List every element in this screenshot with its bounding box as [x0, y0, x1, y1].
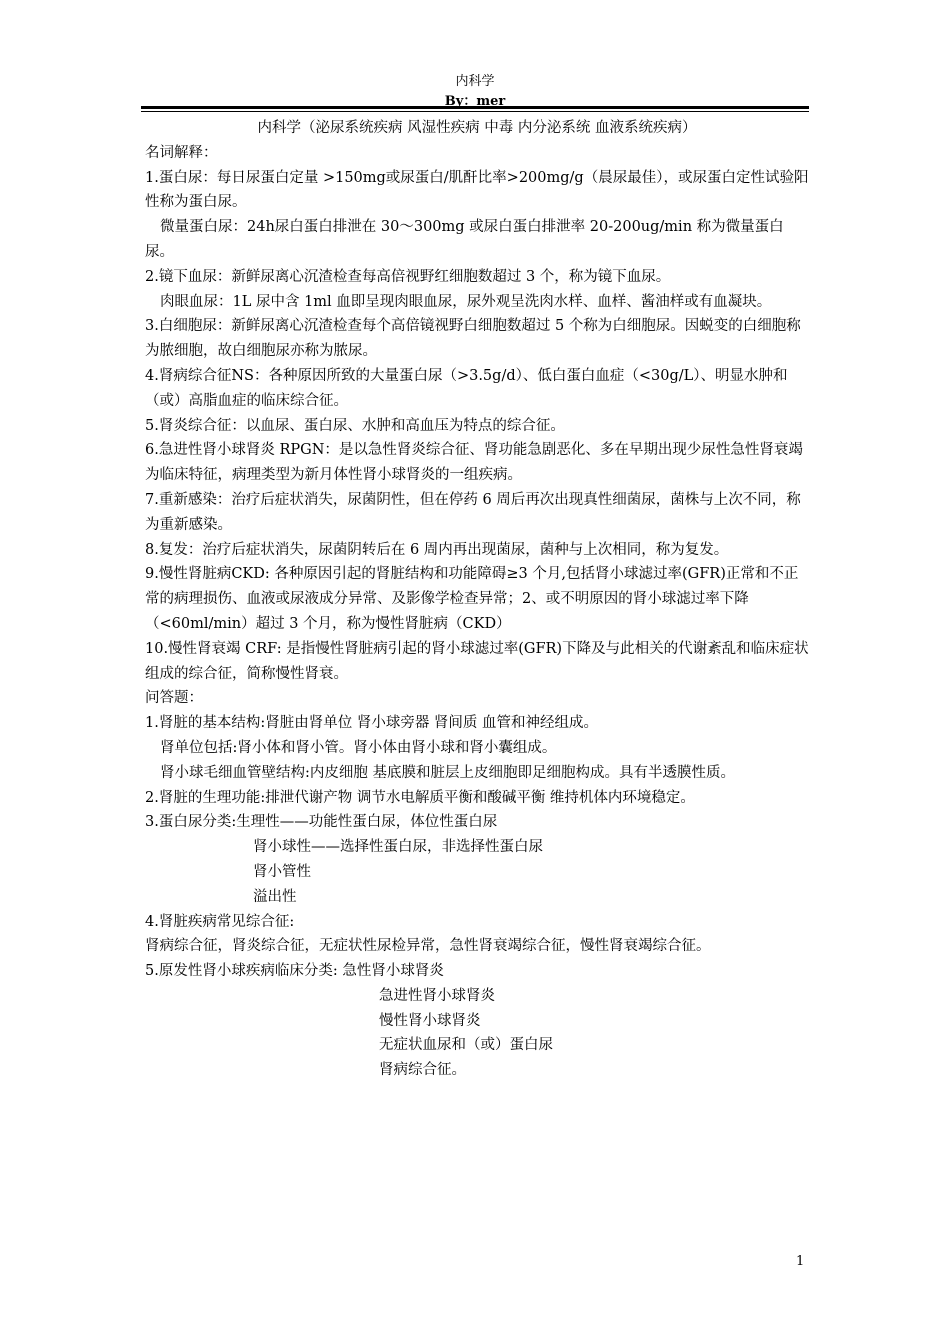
section-heading: 名词解释： — [145, 144, 218, 161]
qa-subitem: 溢出性 — [253, 888, 297, 905]
term-item: 肉眼血尿：1L 尿中含 1ml 血即呈现肉眼血尿，尿外观呈洗肉水样、血样、酱油样或有血凝块。 — [160, 293, 772, 310]
qa-item: 2.肾脏的生理功能:排泄代谢产物 调节水电解质平衡和酸碱平衡 维持机体内环境稳定。 — [145, 789, 695, 806]
qa-item: 4.肾脏疾病常见综合征: — [145, 913, 295, 930]
qa-subitem: 慢性肾小球肾炎 — [379, 1012, 481, 1029]
term-item: 3.白细胞尿：新鲜尿离心沉渣检查每个高倍镜视野白细胞数超过 5 个称为白细胞尿。因蜕变的白细胞称为脓细胞，故白细胞尿亦称为脓尿。 — [145, 318, 801, 360]
qa-item: 1.肾脏的基本结构:肾脏由肾单位 肾小球旁器 肾间质 血管和神经组成。 — [145, 715, 599, 732]
term-item: 9.慢性肾脏病CKD: 各种原因引起的肾脏结构和功能障碍≥3 个月,包括肾小球滤过率(GFR)正常和不正常的病理损伤、血液或尿液成分异常、及影像学检查异常；2、或不明原因的肾小球滤过率下降（<60ml/min）超过 3 个月，称为慢性肾脏病（CKD） — [145, 566, 799, 632]
term-item: 6.急进性肾小球肾炎 RPGN：是以急性肾炎综合征、肾功能急剧恶化、多在早期出现少尿性急性肾衰竭为临床特征，病理类型为新月体性肾小球肾炎的一组疾病。 — [145, 442, 803, 484]
qa-item: 肾单位包括:肾小体和肾小管。肾小体由肾小球和肾小囊组成。 — [160, 739, 557, 756]
section-heading: 问答题： — [145, 690, 203, 707]
qa-subitem: 无症状血尿和（或）蛋白尿 — [379, 1037, 553, 1054]
doc-title: 内科学（泌尿系统疾病 风湿性疾病 中毒 内分泌系统 血液系统疾病） — [257, 120, 697, 136]
qa-item: 肾小球毛细血管壁结构:内皮细胞 基底膜和脏层上皮细胞即足细胞构成。具有半透膜性质。 — [160, 764, 735, 781]
header-rule — [141, 106, 809, 109]
term-item: 7.重新感染：治疗后症状消失，尿菌阴性，但在停药 6 周后再次出现真性细菌尿，菌株与上次不同，称为重新感染。 — [145, 491, 801, 533]
document-body — [145, 116, 809, 1083]
page-number: 1 — [796, 1254, 805, 1269]
qa-subitem: 肾小管性 — [253, 863, 311, 880]
qa-subitem: 肾病综合征。 — [379, 1062, 466, 1079]
qa-subitem: 急进性肾小球肾炎 — [379, 987, 495, 1004]
qa-item: 3.蛋白尿分类:生理性——功能性蛋白尿，体位性蛋白尿 — [145, 814, 498, 831]
term-item: 4.肾病综合征NS：各种原因所致的大量蛋白尿（>3.5g/d）、低白蛋白血症（<30g/L）、明显水肿和（或）高脂血症的临床综合征。 — [145, 367, 788, 409]
term-item: 1.蛋白尿：每日尿蛋白定量 >150mg或尿蛋白/肌酐比率>200mg/g（晨尿最佳），或尿蛋白定性试验阳性称为蛋白尿。 — [145, 169, 809, 211]
header-author: By：mer — [444, 94, 506, 109]
qa-item: 5.原发性肾小球疾病临床分类: 急性肾小球肾炎 — [145, 963, 444, 980]
qa-subitem: 肾小球性——选择性蛋白尿，非选择性蛋白尿 — [253, 839, 543, 856]
term-item: 10.慢性肾衰竭 CRF: 是指慢性肾脏病引起的肾小球滤过率(GFR)下降及与此相关的代谢紊乱和临床症状组成的综合征，简称慢性肾衰。 — [145, 640, 809, 682]
term-item: 2.镜下血尿：新鲜尿离心沉渣检查每高倍视野红细胞数超过 3 个，称为镜下血尿。 — [145, 268, 671, 285]
header-rule-thin — [141, 111, 809, 112]
term-item: 5.肾炎综合征：以血尿、蛋白尿、水肿和高血压为特点的综合征。 — [145, 417, 565, 434]
qa-item: 肾病综合征，肾炎综合征，无症状性尿检异常，急性肾衰竭综合征，慢性肾衰竭综合征。 — [145, 938, 711, 955]
header-title: 内科学 — [455, 74, 495, 89]
term-item: 微量蛋白尿：24h尿白蛋白排泄在 30～300mg 或尿白蛋白排泄率 20-200ug/min 称为微量蛋白尿。 — [145, 219, 784, 260]
term-item: 8.复发：治疗后症状消失，尿菌阴转后在 6 周内再出现菌尿，菌种与上次相同，称为复发。 — [145, 541, 729, 558]
